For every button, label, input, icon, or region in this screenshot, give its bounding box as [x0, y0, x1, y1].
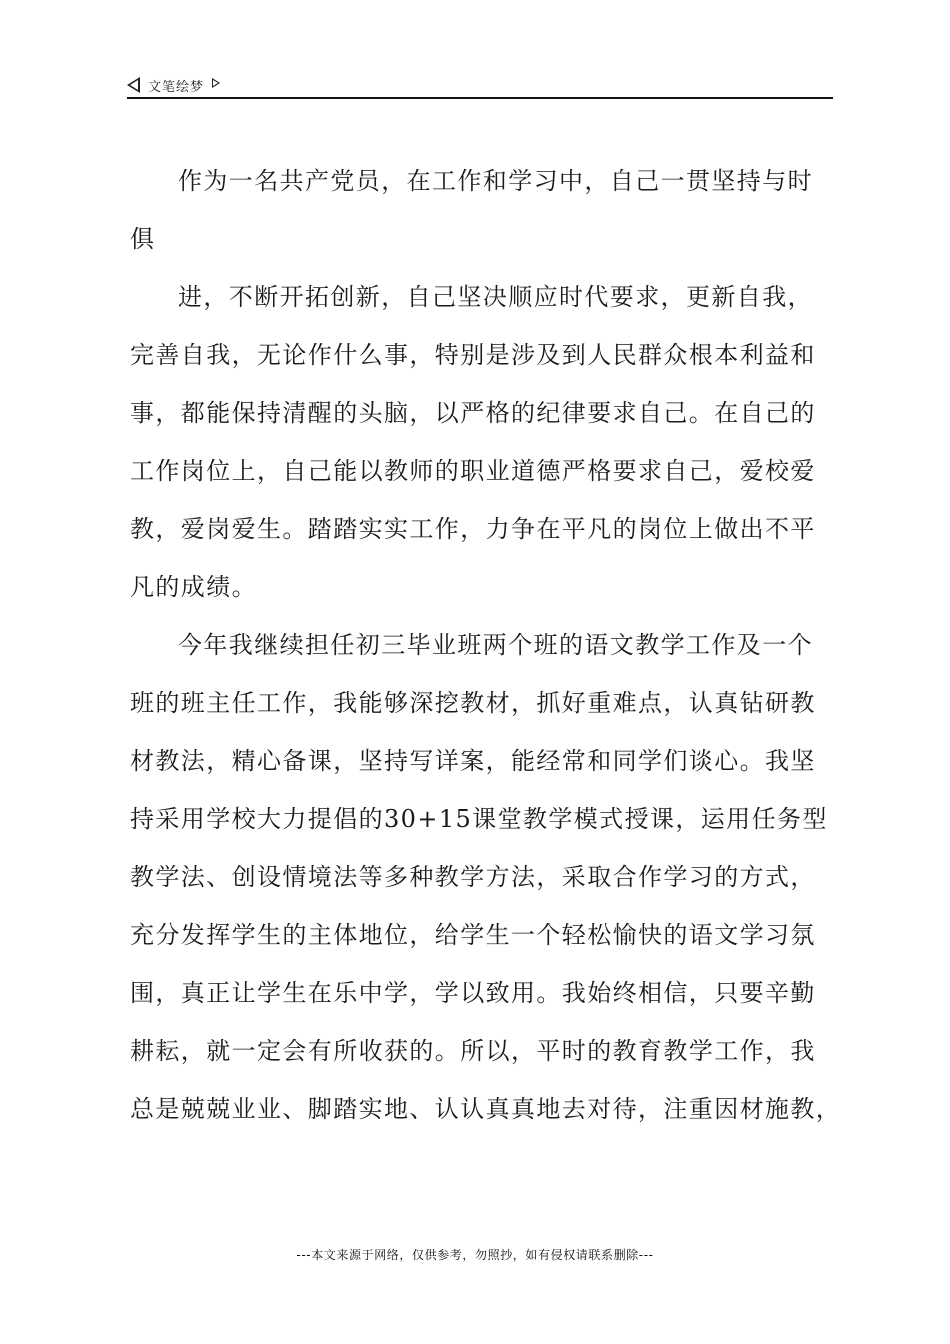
triangle-right-icon	[212, 78, 220, 88]
text-line: 材教法，精心备课，坚持写详案，能经常和同学们谈心。我坚	[130, 747, 816, 775]
text-line: 俱	[130, 225, 156, 253]
text-line: 事，都能保持清醒的头脑，以严格的纪律要求自己。在自己的	[130, 399, 816, 427]
document-header	[127, 74, 220, 96]
footer-disclaimer: ---本文来源于网络，仅供参考，勿照抄，如有侵权请联系删除---	[296, 1248, 654, 1262]
text-line: 充分发挥学生的主体地位，给学生一个轻松愉快的语文学习氛	[130, 921, 816, 949]
text-line: 总是兢兢业业、脚踏实地、认认真真地去对待，注重因材施教，	[130, 1095, 842, 1123]
text-line: 完善自我，无论作什么事，特别是涉及到人民群众根本利益和	[130, 341, 816, 369]
text-line: 作为一名共产党员，在工作和学习中，自己一贯坚持与时	[178, 167, 813, 195]
text-line: 今年我继续担任初三毕业班两个班的语文教学工作及一个	[178, 631, 813, 659]
text-line: 进，不断开拓创新，自己坚决顺应时代要求，更新自我，	[178, 283, 813, 311]
text-line: 耕耘，就一定会有所收获的。所以，平时的教育教学工作，我	[130, 1037, 816, 1065]
triangle-left-icon	[127, 77, 140, 93]
text-line: 凡的成绩。	[130, 573, 257, 601]
text-line: 班的班主任工作，我能够深挖教材，抓好重难点，认真钻研教	[130, 689, 816, 717]
text-line: 教学法、创设情境法等多种教学方法，采取合作学习的方式，	[130, 863, 816, 891]
text-line: 教，爱岗爱生。踏踏实实工作，力争在平凡的岗位上做出不平	[130, 515, 816, 543]
text-line: 工作岗位上，自己能以教师的职业道德严格要求自己，爱校爱	[130, 457, 816, 485]
text-line: 持采用学校大力提倡的30+15课堂教学模式授课，运用任务型	[130, 805, 828, 833]
document-body	[130, 152, 842, 1138]
brand-title: 文笔绘梦	[148, 79, 205, 95]
header-divider	[127, 97, 833, 99]
text-line: 围，真正让学生在乐中学，学以致用。我始终相信，只要辛勤	[130, 979, 816, 1007]
